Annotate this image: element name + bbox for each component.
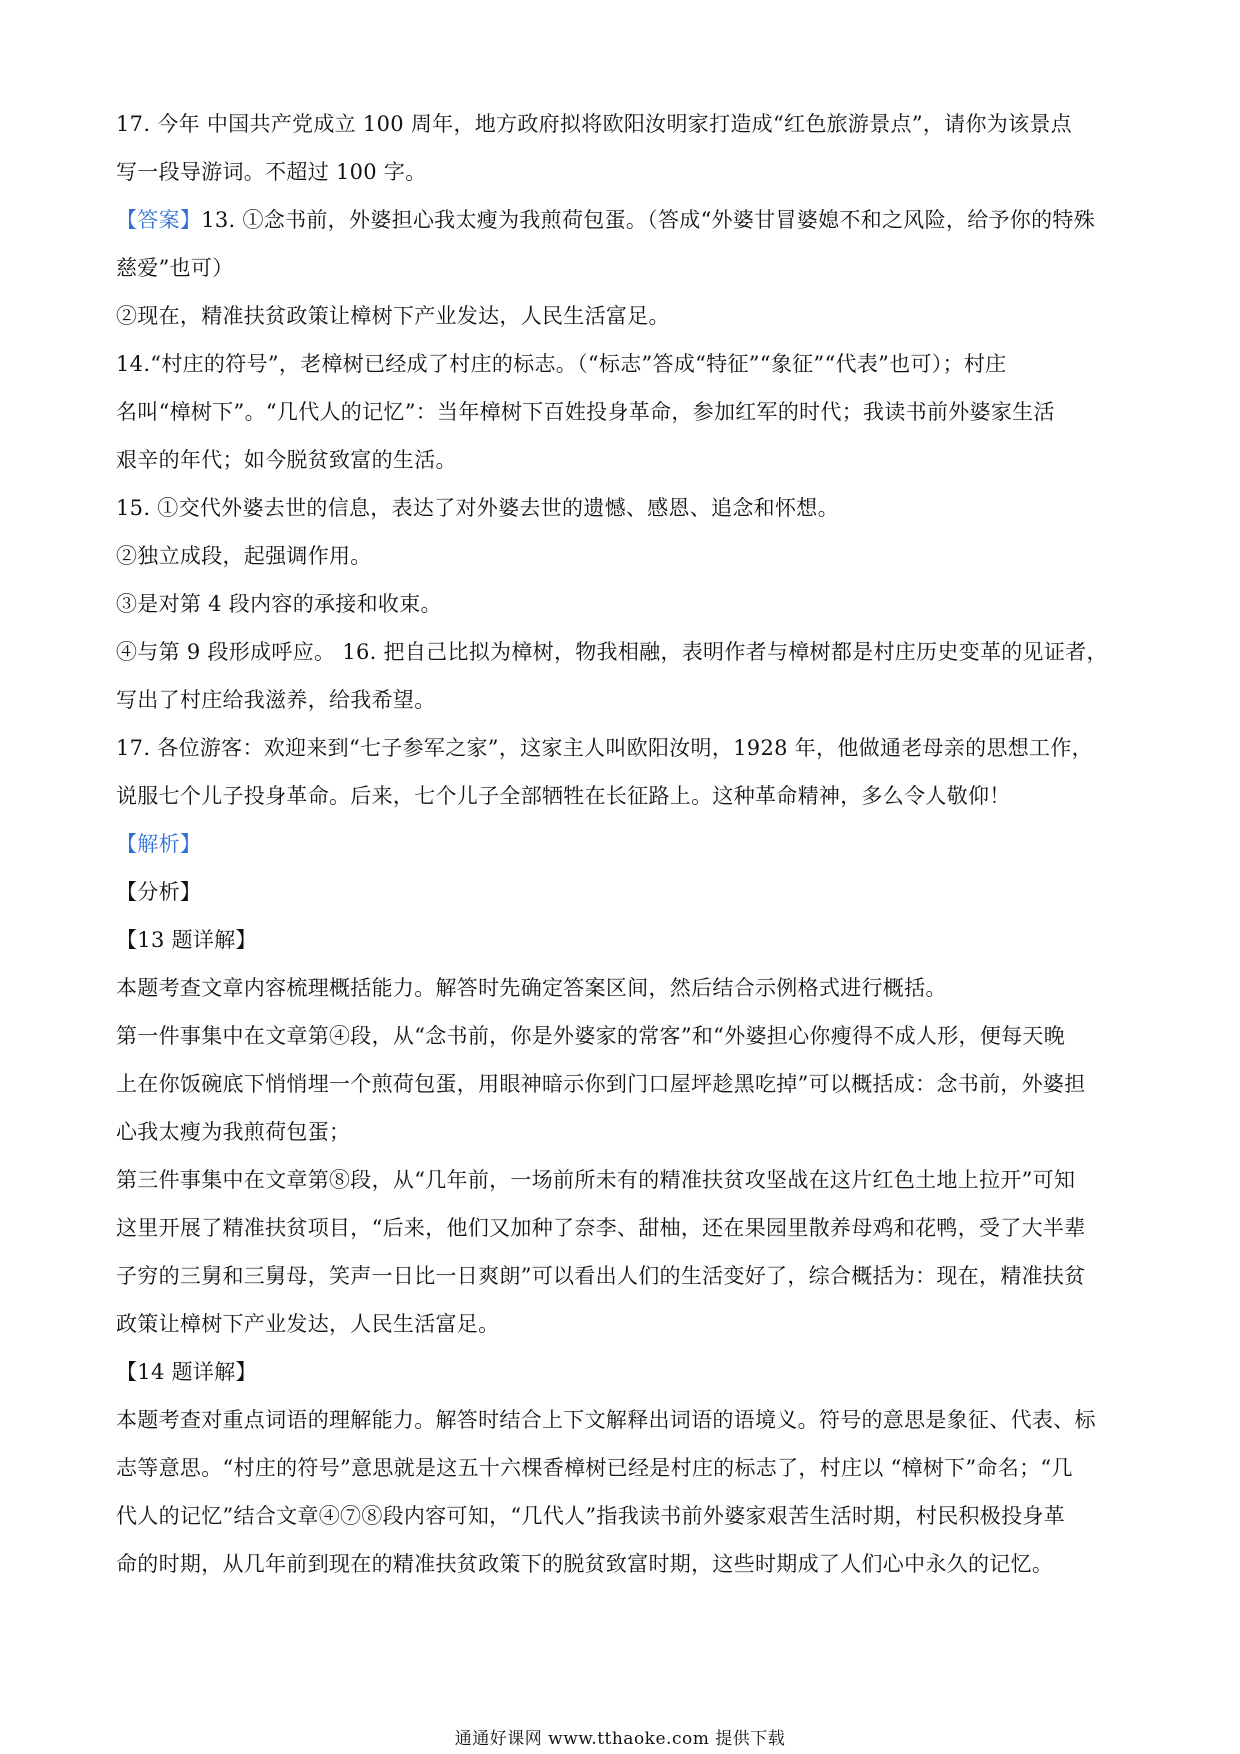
answer-line-8: ②独立成段，起强调作用。	[116, 544, 372, 568]
q13-line-2: 第一件事集中在文章第④段，从“念书前，你是外婆家的常客”和“外婆担心你瘦得不成人形，便每天晚	[116, 1024, 1066, 1048]
answer-text: 13. ①念书前，外婆担心我太瘦为我煎荷包蛋。（答成“外婆甘冒婆媳不和之风险，给予你的特殊	[201, 208, 1096, 232]
q13-line-3: 上在你饭碗底下悄悄埋一个煎荷包蛋，用眼神暗示你到门口屋坪趁黑吃掉”可以概括成：念书前，外婆担	[116, 1072, 1086, 1096]
answer-line-2: 慈爱”也可）	[116, 256, 234, 280]
q14-line-2: 志等意思。“村庄的符号”意思就是这五十六棵香樟树已经是村庄的标志了，村庄以 “樟树下”命名；“几	[116, 1456, 1073, 1480]
q13-heading: 【13 题详解】	[116, 928, 257, 952]
answer-line-4: 14.“村庄的符号”，老樟树已经成了村庄的标志。（“标志”答成“特征”“象征”“代表”也可）；村庄	[116, 352, 1007, 376]
q14-heading: 【14 题详解】	[116, 1360, 257, 1384]
answer-line-9: ③是对第 4 段内容的承接和收束。	[116, 592, 442, 616]
q13-line-1: 本题考查文章内容梳理概括能力。解答时先确定答案区间，然后结合示例格式进行概括。	[116, 976, 947, 1000]
analysis-heading: 【分析】	[116, 880, 202, 904]
q13-line-5: 第三件事集中在文章第⑧段，从“几年前，一场前所未有的精准扶贫攻坚战在这片红色土地上拉开”可知	[116, 1168, 1076, 1192]
q14-line-3: 代人的记忆”结合文章④⑦⑧段内容可知，“几代人”指我读书前外婆家艰苦生活时期，村民积极投身革	[116, 1504, 1066, 1528]
answer-line-10: ④与第 9 段形成呼应。 16. 把自己比拟为樟树，物我相融，表明作者与樟树都是村庄历史变革的见证者，	[116, 640, 1108, 664]
answer-line-6: 艰辛的年代；如今脱贫致富的生活。	[116, 448, 457, 472]
q14-line-1: 本题考查对重点词语的理解能力。解答时结合上下文解释出词语的语境义。符号的意思是象征、代表、标	[116, 1408, 1096, 1432]
answer-tag: 【答案】	[116, 208, 202, 232]
answer-line-3: ②现在，精准扶贫政策让樟树下产业发达，人民生活富足。	[116, 304, 670, 328]
q13-line-4: 心我太瘦为我煎荷包蛋；	[116, 1120, 351, 1144]
document-body	[116, 100, 1136, 1588]
q14-line-4: 命的时期，从几年前到现在的精准扶贫政策下的脱贫致富时期，这些时期成了人们心中永久的记忆。	[116, 1552, 1054, 1576]
answer-line-5: 名叫“樟树下”。“几代人的记忆”：当年樟树下百姓投身革命，参加红军的时代；我读书前外婆家生活	[116, 400, 1055, 424]
answer-line-11: 写出了村庄给我滋养，给我希望。	[116, 688, 436, 712]
question-17-line-1: 17. 今年 中国共产党成立 100 周年，地方政府拟将欧阳汝明家打造成“红色旅游景点”，请你为该景点	[116, 112, 1072, 136]
page-footer: 通通好课网 www.tthaoke.com 提供下载	[454, 1729, 786, 1749]
q13-line-6: 这里开展了精准扶贫项目，“后来，他们又加种了奈李、甜柚，还在果园里散养母鸡和花鸭，受了大半辈	[116, 1216, 1086, 1240]
answer-line-1	[116, 196, 1136, 244]
q13-line-8: 政策让樟树下产业发达，人民生活富足。	[116, 1312, 500, 1336]
analysis-tag: 【解析】	[116, 832, 202, 856]
answer-line-7: 15. ①交代外婆去世的信息，表达了对外婆去世的遗憾、感恩、追念和怀想。	[116, 496, 839, 520]
answer-line-13: 说服七个儿子投身革命。后来，七个儿子全部牺牲在长征路上。这种革命精神，多么令人敬仰！	[116, 784, 1011, 808]
q13-line-7: 子穷的三舅和三舅母，笑声一日比一日爽朗”可以看出人们的生活变好了，综合概括为：现在，精准扶贫	[116, 1264, 1086, 1288]
question-17-line-2: 写一段导游词。不超过 100 字。	[116, 160, 427, 184]
answer-line-12: 17. 各位游客：欢迎来到“七子参军之家”，这家主人叫欧阳汝明，1928 年，他做通老母亲的思想工作，	[116, 736, 1093, 760]
